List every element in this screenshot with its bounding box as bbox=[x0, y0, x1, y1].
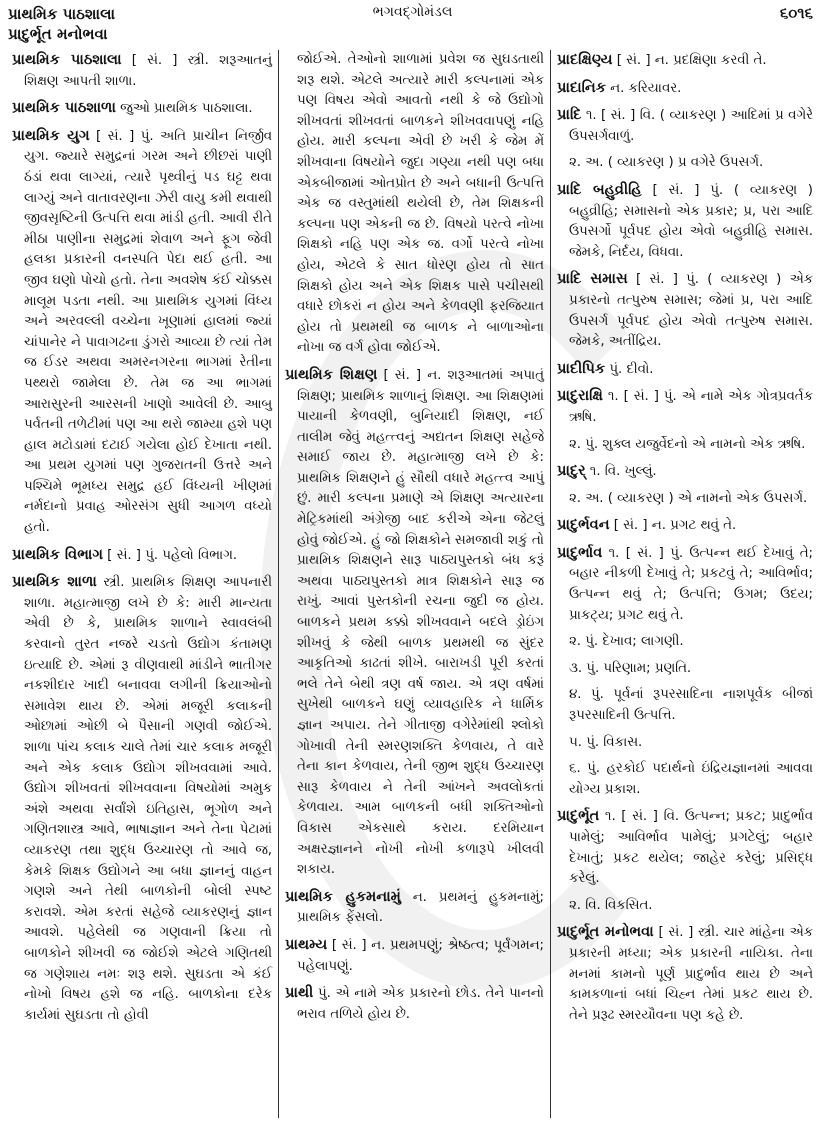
definition: ન. કરિયાવર. bbox=[605, 80, 682, 96]
dictionary-entry bbox=[557, 78, 813, 100]
headword: પ્રાદાનિક bbox=[557, 79, 606, 96]
dictionary-entry bbox=[285, 935, 544, 977]
headword: પ્રાદીપિક bbox=[557, 360, 606, 377]
dictionary-entry bbox=[557, 386, 813, 428]
sub-sense: ૨. અ. ( વ્યાકરણ ) એ નામનો એક ઉપસર્ગ. bbox=[569, 490, 808, 506]
definition: [ સં. ] ન. શરૂઆતમાં અપાતું શિક્ષણ; પ્રાથમિક શાળાનું શિક્ષણ. આ શિક્ષણમાં પાયાની કેળવણી, બુનિયાદી શિક્ષણ, નઈ તાલીમ જેવું મહત્ત્વનું અદ્યતન શિક્ષણ સહેજે સમાઈ જાય છે. મહાત્માજી લખે છે કે: પ્રાથમિક શિક્ષણને હું સૌથી વધારે મહત્ત્વ આપું છું. મારી કલ્પના પ્રમાણે એ શિક્ષણ અત્યારના મેટ્રિકમાંથી અંગ્રેજી બાદ કરીએ એના જેટલું હોવું જોઈએ. હું જો શિક્ષકોને સમજાવી શકું તો પ્રાથમિક શિક્ષણને સારૂ પાઠ્યપુસ્તકો બંધ કરૂં અથવા પાઠ્યપુસ્તકો માત્ર શિક્ષકોને સારૂ જ રાખું. આવાં પુસ્તકોની રચના જુદી જ હોય. બાળકને પ્રથમ કક્કો શીખવવાને બદલે ડ્રોઇંગ શીખવું કે જેથી બાળક પ્રથમથી જ સુંદર આકૃતિઓ કાઢતાં શીખે. બારાખડી પૂરી કરતાં ભલે તેને બેથી ત્રણ વર્ષ જાય. એ ત્રણ વર્ષમાં સુખેથી બાળકને ઘણું વ્યાવહારિક ને ધાર્મિક જ્ઞાન અપાય. તેને ગીતાજી વગેરેમાંથી શ્લોકો ગોખાવી તેની સ્મરણશક્તિ કેળવાય, તે વારે તેના કાન કેળવાય, તેની જીભ શુદ્ધ ઉચ્ચારણ સારૂ કેળવાય ને તેની આંખને અવલોકતાં કેળવાય. આમ બાળકની બધી શક્તિઓનો વિકાસ એકસાથે કરાય. દરમિયાન અક્ષરજ્ઞાનને નોખી નોખી કળારૂપે ખીલવી શકાય. bbox=[297, 367, 544, 878]
page-header bbox=[0, 0, 825, 50]
definition: [ સં. ] પું. પહેલો વિભાગ. bbox=[102, 547, 238, 563]
sub-sense: ૨. પું. શુક્લ યજુર્વેદનો એ નામનો એક ઋષિ. bbox=[569, 436, 806, 452]
dictionary-entry bbox=[557, 50, 813, 72]
sub-sense: ૨. અ. ( વ્યાકરણ ) પ્ર વગેરે ઉપસર્ગ. bbox=[569, 155, 764, 171]
headword: પ્રાથમિક યુગ bbox=[12, 127, 90, 144]
dictionary-entry bbox=[557, 461, 813, 483]
headword: પ્રાદુર્ભૂત મનોભવા bbox=[557, 924, 654, 941]
headword: પ્રાથમિક પાઠશાળા bbox=[12, 100, 116, 117]
definition: સ્ત્રી. પ્રાથમિક શિક્ષણ આપનારી શાળા. મહાત્માજી લખે છે કે: મારી માન્યતા એવી છે કે, પ્રાથમિક શાળાને સ્વાવલંબી કરવાનો તુરત નજરે ચડતો ઉદ્યોગ કંતામણ ઇત્યાદિ છે. એમાં રૂ વીણવાથી માંડીને ભાતીગર નકશીદાર ખાદી બનાવવા લગીની ક્રિયાઓનો સમાવેશ થાય છે. એમાં મજૂરી કલાકની ઓછામાં ઓછી બે પૈસાની ગણવી જોઈએ. શાળા પાંચ કલાક ચાલે તેમાં ચાર કલાક મજૂરી અને એક કલાક ઉદ્યોગ શીખવવામાં આવે. ઉદ્યોગ શીખવતાં શીખવવાના વિષયોમાં અમુક અંશે અથવા સર્વાંશે ઇતિહાસ, ભૂગોળ અને ગણિતશાસ્ત્ર આવે, ભાષાજ્ઞાન અને તેના પેટામાં વ્યાકરણ તથા શુદ્ધ ઉચ્ચારણ તો આવે જ, કેમકે શિક્ષક ઉદ્યોગને આ બધા જ્ઞાનનું વાહન ગણશે અને તેથી બાળકોની બોલી સ્પષ્ટ કરાવશે. એમ કરતાં સહેજે વ્યાકરણનું જ્ઞાન આવશે. પહેલેથી જ ગણવાની ક્રિયા તો બાળકોને શીખવી જ જોઈશે એટલે ગણિતથી જ ગણેશાય નમઃ શરૂ થશે. સુઘડતા એ કંઈ નોખો વિષય હશે જ નહિ. બાળકોના દરેક કાર્યમાં સુઘડતા તો હોવી bbox=[24, 575, 272, 1023]
headword: પ્રાથમિક શિક્ષણ bbox=[285, 366, 378, 383]
definition: ૧. [ સં. ] પું. એ નામે એક ગોત્રપ્રવર્તક ઋષિ. bbox=[569, 389, 813, 425]
dictionary-entry bbox=[557, 543, 813, 626]
dictionary-entry bbox=[557, 359, 813, 381]
headword: પ્રાદિ bbox=[557, 107, 582, 124]
headword: પ્રાથમિક શાળા bbox=[12, 574, 97, 591]
definition: [ સં. ] પું. ( વ્યાકરણ ) બહુવ્રીહિ; સમાસનો એક પ્રકાર; પ્ર, પરા આદિ ઉપસર્ગો પૂર્વપદ હોય એવો બહુવ્રીહિ સમાસ. જેમકે, નિર્દય, વિધવા. bbox=[569, 182, 813, 260]
headword: પ્રાદુર્ભાવ bbox=[557, 544, 603, 561]
headword: પ્રાદુર્ભવન bbox=[557, 517, 610, 534]
definition: [ સં. ] સ્ત્રી. ચાર માંહેના એક પ્રકારની મધ્યા; એક પ્રકારની નાયિકા. તેના મનમાં કામનો પૂર્ણ પ્રાદુર્ભાવ થાય છે અને કામકળાનાં બધાં ચિહ્ન તેમાં પ્રકટ થાય છે. તેને પ્રરૂઢ સ્મરયૌવના પણ કહે છે. bbox=[569, 925, 813, 1023]
definition: [ સં. ] ન. પ્રદક્ષિણા કરવી તે. bbox=[612, 53, 767, 68]
dictionary-entry bbox=[12, 50, 272, 92]
headword: પ્રાથમિક હુકમનામું bbox=[285, 888, 401, 905]
definition: [ સં. ] પું. અતિ પ્રાચીન નિર્જીવ યુગ. જ્યારે સમુદ્રનાં ગરમ અને છીછરાં પાણી ઠંડાં થવા લાગ્યાં, ત્યારે પૃથ્વીનું પડ ઘટ્ટ થવા લાગ્યું અને વાતાવરણના ઝેરી વાયુ કમી થવાથી જીવસૃષ્ટિની ઉત્પત્તિ થવા માંડી હતી. આવી રીતે મીઠા પાણીના સમુદ્રમાં શેવાળ અને ફૂગ જેવી હલકા પ્રકારની વનસ્પતિ પેદા થઈ હતી. આ જીવ ઘણો પોચો હતો. તેના અવશેષ કંઈ ચોક્કસ માલૂમ પડતા નથી. આ પ્રાથમિક યુગમાં વિંધ્ય અને અરવલ્લી વચ્ચેના ખૂણામાં હાલમાં જ્યાં ચાંપાનેર ને પાવાગઢના ડુંગરો આવ્યા છે ત્યાં તેમ જ ઈડર અથવા અમરનગરના ભાગમાં રેતીના પથ્થરો જામેલા છે. તેમ જ આ ભાગમાં આરાસુરની આરસની ખાણો આવેલી છે. આબુ પર્વતની તળેટીમાં પણ આ થરો જામ્યા હશે પણ હાલ મટોડામાં દટાઈ ગયેલા હોઈ દેખાતા નથી. આ પ્રથમ યુગમાં પણ ગુજરાતની ઉત્તરે અને પશ્ચિમે ભૂમધ્ય સમુદ્ર હઈ વિંધ્યની ખીણમાં નર્મદાનો પ્રવાહ ઓરસંગ સુધી આગળ વધ્યો હતો. bbox=[24, 128, 273, 536]
headword: પ્રાદુર્ભૂત bbox=[557, 808, 600, 825]
sub-sense: ૨. વિ. વિકસિત. bbox=[569, 897, 653, 913]
definition: [ સં. ] પું. ( વ્યાકરણ ) એક પ્રકારનો તત્પુરુષ સમાસ; જેમાં પ્ર, પરા આદિ ઉપસર્ગ પૂર્વપદ હોય એવો તત્પુરુષ સમાસ. જેમકે, અતીંદ્રિય. bbox=[569, 272, 813, 350]
dictionary-entry bbox=[557, 922, 813, 1026]
definition: પું. દીવો. bbox=[605, 361, 654, 377]
dictionary-columns bbox=[6, 50, 819, 1118]
headword: પ્રાદુર્ bbox=[557, 463, 586, 480]
sub-sense: ૨. પું. દેખાવ; લાગણી. bbox=[569, 634, 684, 650]
headword: પ્રાદિ સમાસ bbox=[557, 271, 628, 288]
guide-word-last: પ્રાદુર્ભૂત મનોભવા bbox=[8, 25, 108, 43]
dictionary-entry bbox=[557, 806, 813, 889]
column-1 bbox=[6, 50, 278, 1118]
definition: પું. એ નામે એક પ્રકારનો છોડ. તેને પાનનો ભરાવ તળિયે હોય છે. bbox=[297, 986, 544, 1022]
dictionary-entry bbox=[285, 365, 544, 881]
definition: ૧. [ સં. ] પું. ઉત્પન્ન થઈ દેખાવું તે; બહાર નીકળી દેખાવું તે; પ્રકટવું તે; આવિર્ભાવ; ઉત્પન્ન થવું તે; ઉત્પત્તિ; ઉગમ; ઉદય; પ્રાકટ્ય; પ્રગટ થવું તે. bbox=[569, 545, 813, 623]
continued-definition: જોઈએ. તેઓનો શાળામાં પ્રવેશ જ સુઘડતાથી શરૂ થશે. એટલે અત્યારે મારી કલ્પનામાં એક પણ વિષય એવો આવતો નથી કે જે ઉદ્યોગો શીખવતાં શીખવતાં બાળકને શીખવવાપણું નહિ હોય. મારી કલ્પના એવી છે ખરી કે જેમ મેં શીખવાના વિષયોને જુદા ગણ્યા નથી પણ બધા એકબીજામાં ઓતપ્રોત છે અને બધાની ઉત્પત્તિ એક જ વસ્તુમાંથી થયેલી છે, તેમ શિક્ષકની કલ્પના પણ એકની જ છે. વિષયો પરત્વે નોખા શિક્ષકો નહિ પણ એક જ. વર્ગો પરત્વે નોખા હોય, એટલે કે સાત ધોરણ હોય તો સાત શિક્ષકો હોય અને એક શિક્ષક પાસે પચીસથી વધારે છોકરાં ન હોય અને કેળવણી ફરજિયાત હોય તો પ્રથમથી જ બાળક ને બાળાઓના નોખા જ વર્ગ હોવા જોઈએ. bbox=[297, 52, 544, 356]
headword: પ્રાથમ્ય bbox=[285, 936, 328, 953]
headword: પ્રાદિ બહુવ્રીહિ bbox=[557, 181, 642, 198]
sub-sense: ૫. પું. વિકાસ. bbox=[569, 734, 643, 750]
guide-word-first: પ્રાથમિક પાઠશાલા bbox=[8, 5, 116, 23]
dictionary-entry bbox=[557, 180, 813, 263]
dictionary-entry bbox=[12, 545, 272, 567]
headword: પ્રાથમિક પાઠશાલા bbox=[12, 52, 122, 68]
dictionary-entry bbox=[12, 98, 272, 120]
definition: ૧. વિ. ખુલ્લું. bbox=[585, 464, 657, 480]
headword: પ્રાથી bbox=[285, 985, 314, 1002]
dictionary-entry bbox=[557, 105, 813, 147]
dictionary-entry bbox=[557, 515, 813, 537]
definition: ૧. [ સં. ] વિ. ઉત્પન્ન; પ્રકટ; પ્રાદુર્ભાવ પામેલું; આવિર્ભાવ પામેલું; પ્રગટેલું; બહાર દેખાતું; પ્રકટ થયેલ; જાહેર કરેલું; પ્રસિદ્ધ કરેલું. bbox=[569, 809, 813, 887]
dictionary-entry bbox=[285, 887, 544, 929]
dictionary-entry bbox=[12, 126, 272, 539]
sub-sense: ૩. પું. પરિણામ; પ્રણતિ. bbox=[569, 660, 692, 676]
page-number: ૬૦૧૬ bbox=[779, 4, 813, 22]
sub-sense: ૬. પું. હરકોઈ પદાર્થનો ઇંદ્રિયજ્ઞાનમાં આવવા યોગ્ય પ્રકાશ. bbox=[569, 761, 813, 797]
column-2 bbox=[278, 50, 550, 1118]
definition: [ સં. ] ન. પ્રથમપણું; શ્રેષ્ઠત્વ; પૂર્વંગમન; પહેલાપણું. bbox=[297, 937, 544, 974]
sub-sense: ૪. પું. પૂર્વનાં રૂપરસાદિના નાશપૂર્વક બીજાં રૂપરસાદિની ઉત્પત્તિ. bbox=[569, 687, 813, 724]
dictionary-entry bbox=[12, 572, 272, 1026]
definition: ન. પ્રથમનું હુકમનામું; પ્રાથમિક ફેંસલો. bbox=[297, 889, 545, 926]
definition: જુઓ પ્રાથમિક પાઠશાલા. bbox=[115, 101, 253, 117]
definition: [ સં. ] ન. પ્રગટ થવું તે. bbox=[609, 518, 737, 534]
headword: પ્રાદક્ષિણ્ય bbox=[557, 52, 613, 68]
headword: પ્રાથમિક વિભાગ bbox=[12, 546, 103, 563]
definition: ૧. [ સં. ] વિ. ( વ્યાકરણ ) આદિમાં પ્ર વગેરે ઉપસર્ગવાળું. bbox=[569, 108, 813, 144]
definition: [ સં. ] સ્ત્રી. શરૂઆતનું શિક્ષણ આપતી શાળા. bbox=[24, 53, 272, 89]
book-title: ભગવદ્ગોમંડલ bbox=[372, 4, 453, 20]
column-3 bbox=[550, 50, 819, 1118]
dictionary-entry bbox=[557, 269, 813, 352]
headword: પ્રાદુરાક્ષિ bbox=[557, 388, 603, 405]
dictionary-entry bbox=[285, 983, 544, 1025]
